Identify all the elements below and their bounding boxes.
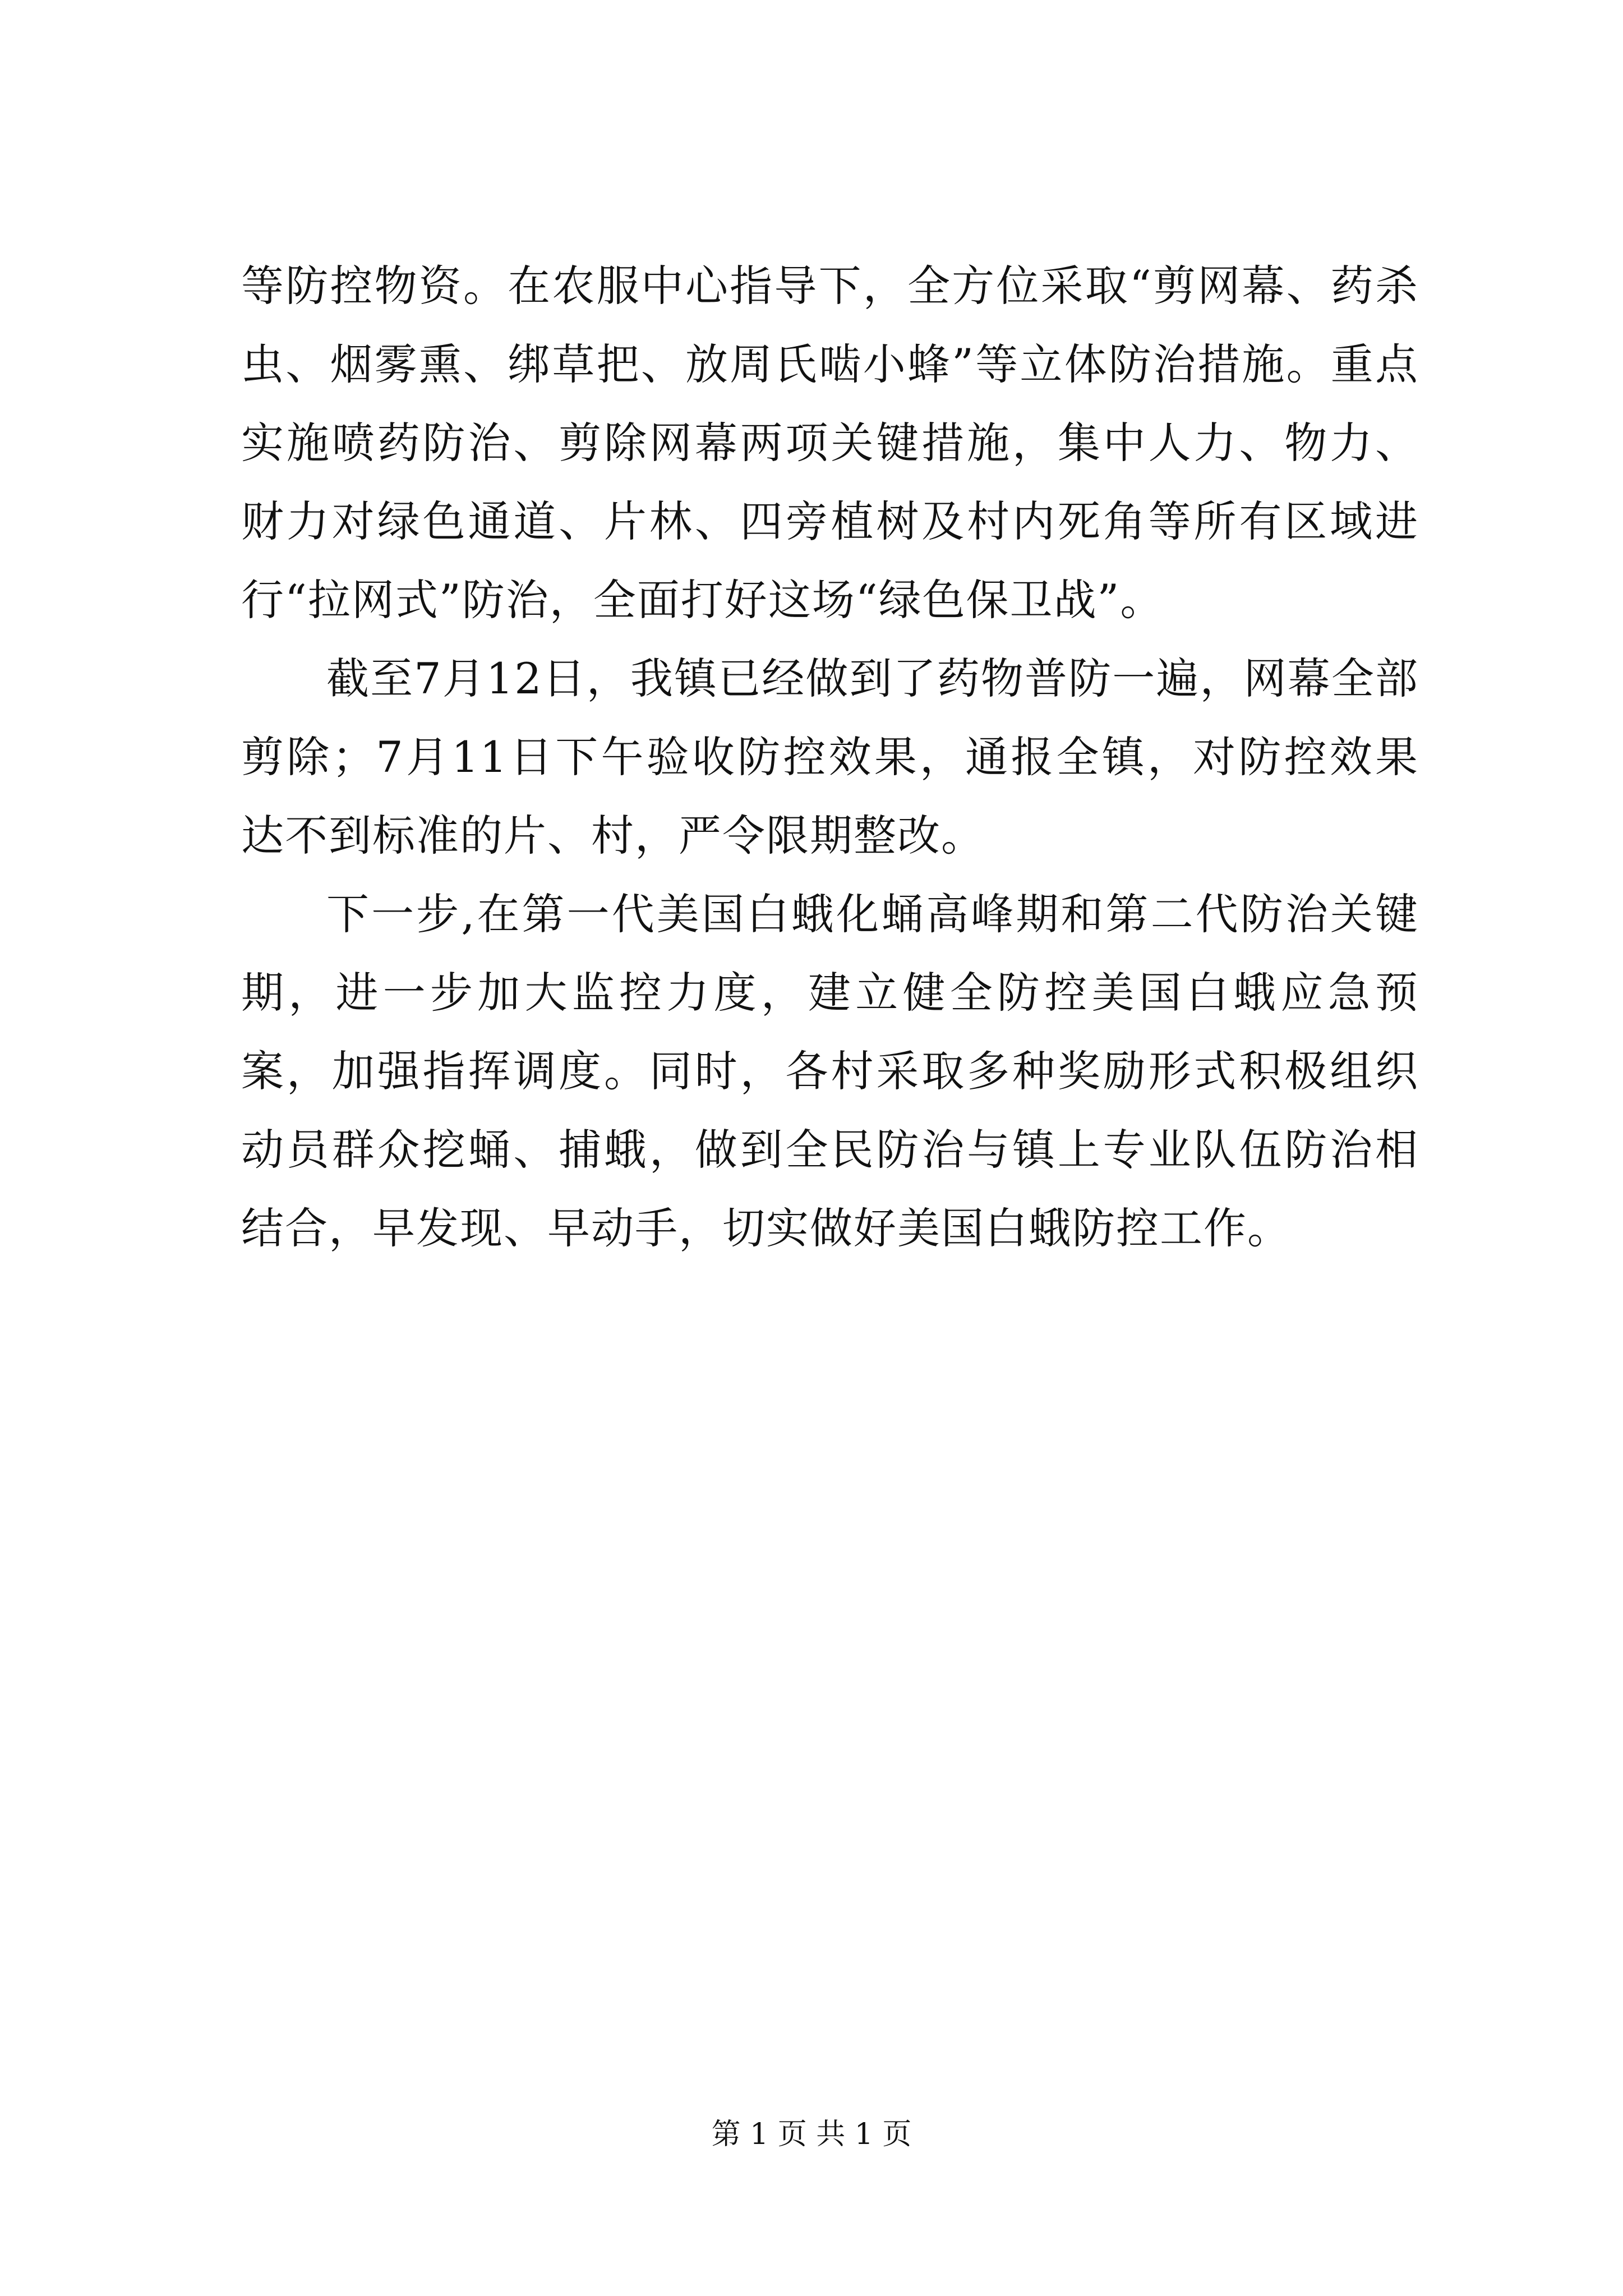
- paragraph-progress: 截至7月12日，我镇已经做到了药物普防一遍，网幕全部剪除；7月11日下午验收防控效果，通报全镇，对防控效果达不到标准的片、村，严令限期整改。: [241, 654, 1419, 861]
- paragraph-continuation: 等防控物资。在农服中心指导下，全方位采取“剪网幕、药杀虫、烟雾熏、绑草把、放周氏啮小蜂”等立体防治措施。重点实施喷药防治、剪除网幕两项关键措施，集中人力、物力、财力对绿色通道、片林、四旁植树及村内死角等所有区域进行“拉网式”防治，全面打好这场“绿色保卫战”。: [241, 261, 1419, 625]
- page-number-footer: 第 1 页 共 1 页: [711, 2118, 912, 2151]
- document-body: [241, 247, 1419, 1268]
- paragraph-next-steps: 下一步,在第一代美国白蛾化蛹高峰期和第二代防治关键期，进一步加大监控力度，建立健全防控美国白蛾应急预案，加强指挥调度。同时，各村采取多种奖励形式积极组织动员群众挖蛹、捕蛾，做到全民防治与镇上专业队伍防治相结合，早发现、早动手，切实做好美国白蛾防控工作。: [241, 889, 1419, 1253]
